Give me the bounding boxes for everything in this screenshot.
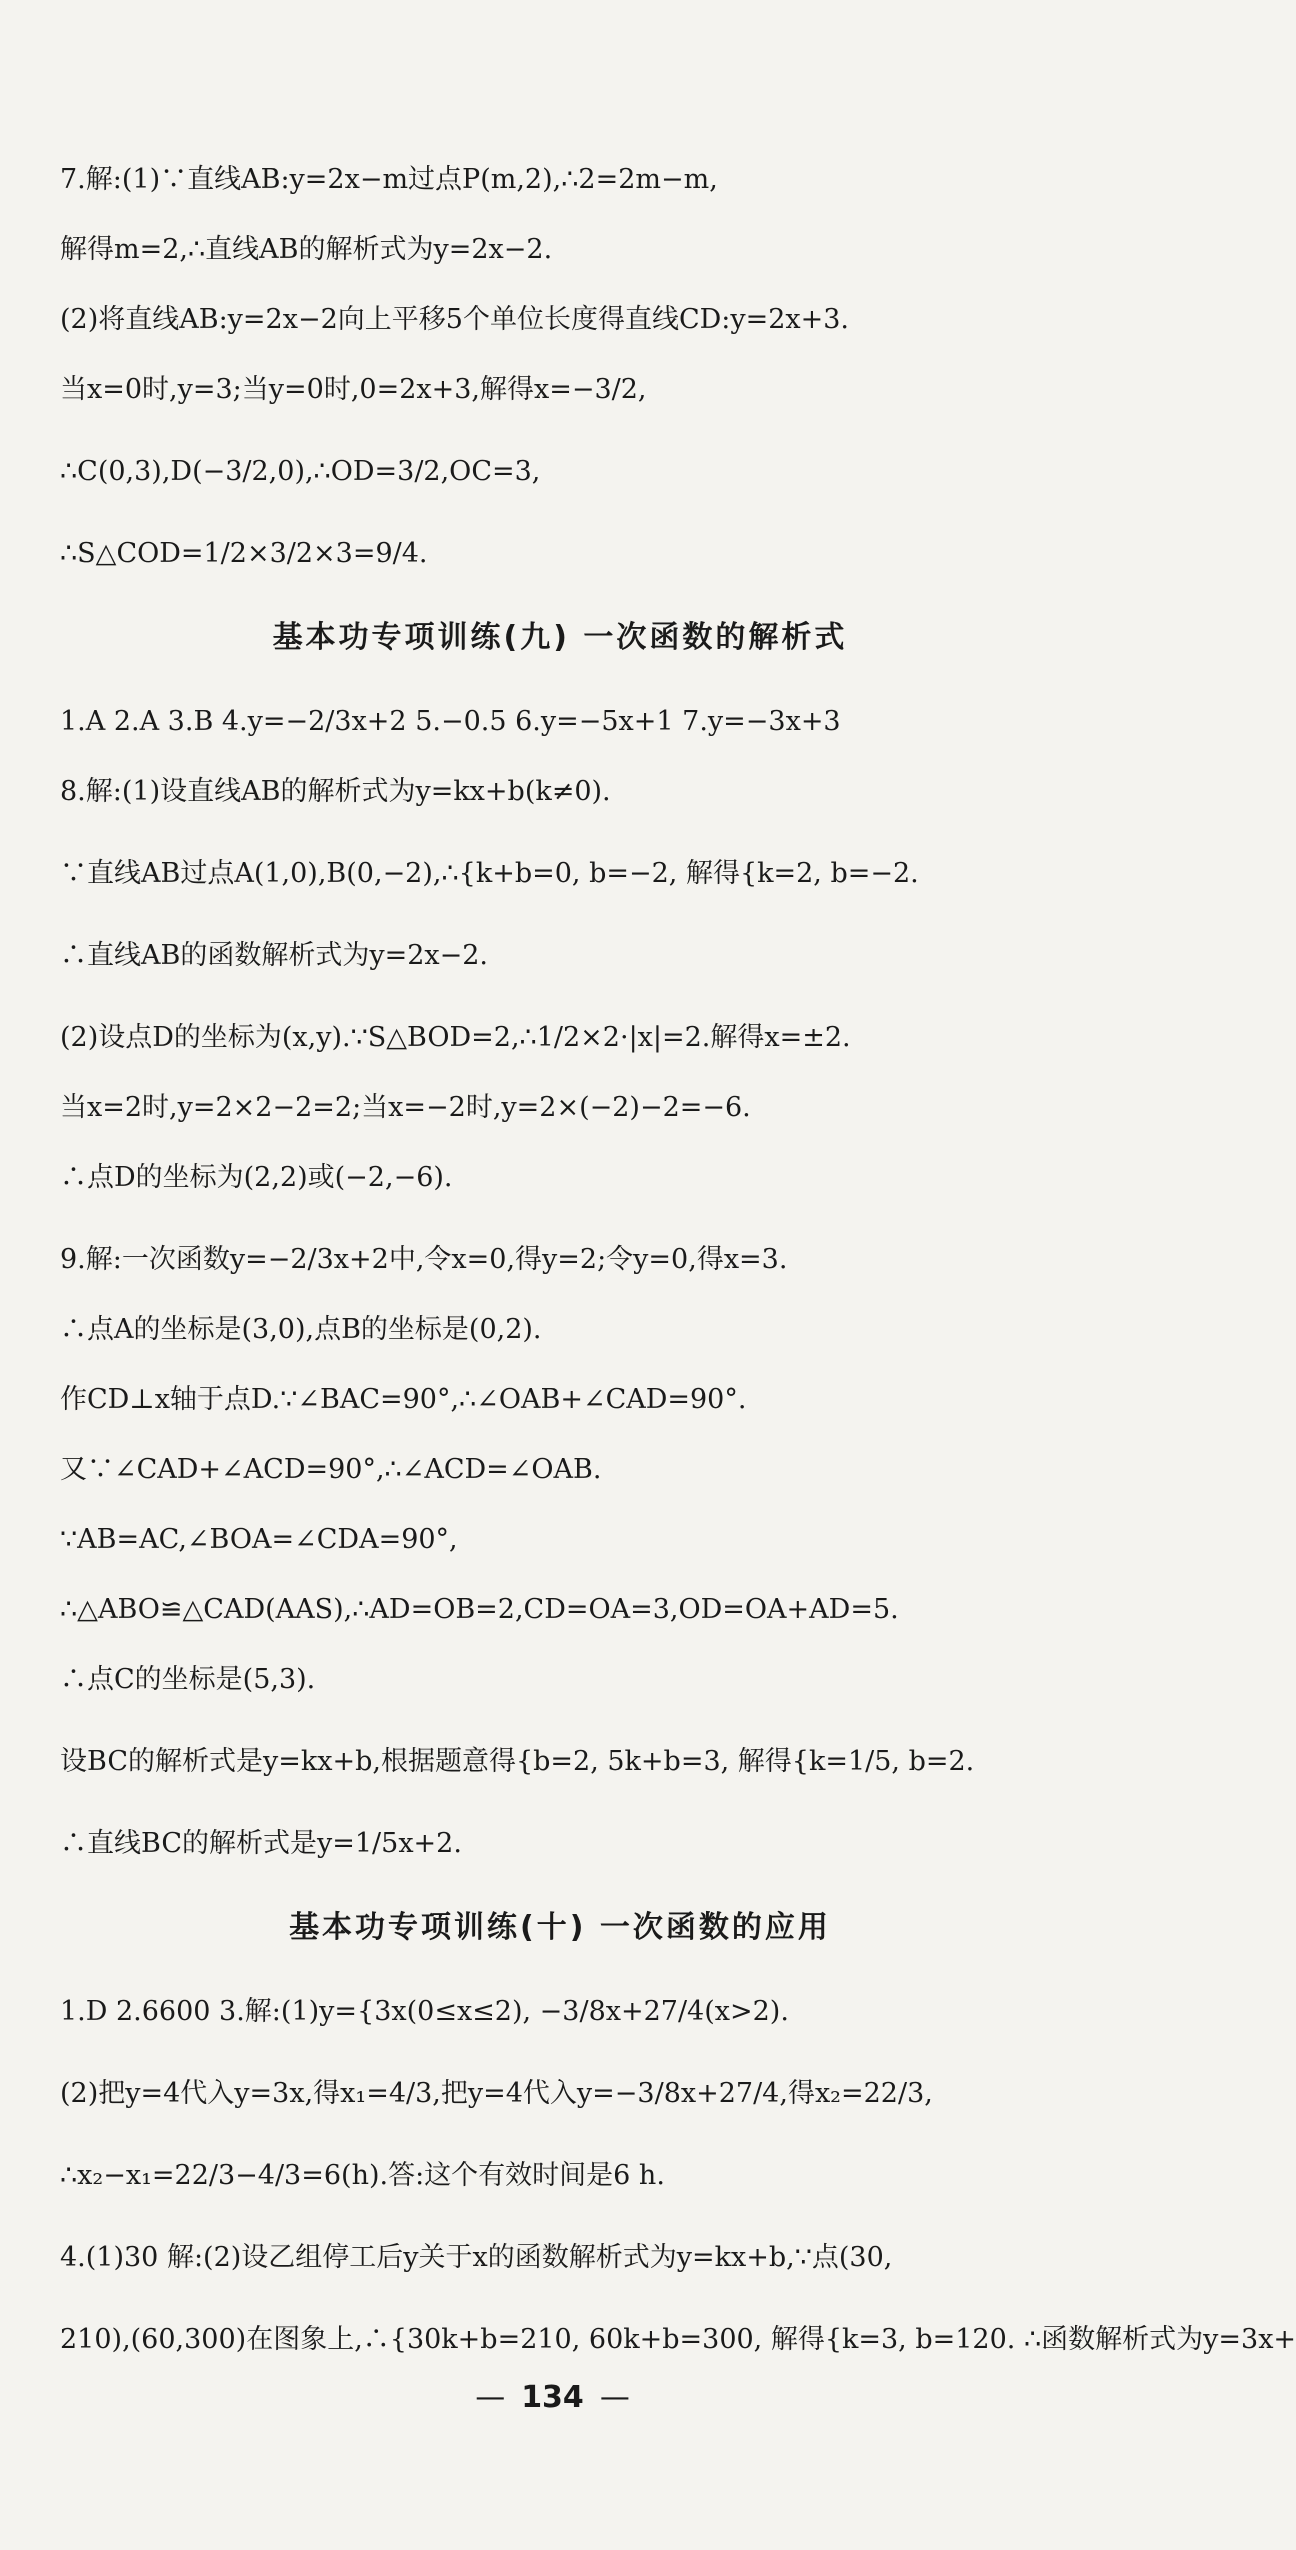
text-line: 7.解:(1)∵直线AB:y=2x−m过点P(m,2),∴2=2m−m, xyxy=(60,164,718,195)
text-line: 设BC的解析式是y=kx+b,根据题意得{b=2, 5k+b=3, 解得{k=1/5, b=2. xyxy=(60,1746,975,1777)
footer-dash: — xyxy=(475,2380,506,2415)
text-line: 1.A 2.A 3.B 4.y=−2/3x+2 5.−0.5 6.y=−5x+1 7.y=−3x+3 xyxy=(60,706,841,737)
text-line: ∴点C的坐标是(5,3). xyxy=(60,1664,316,1695)
text-line: ∴点A的坐标是(3,0),点B的坐标是(0,2). xyxy=(60,1314,542,1345)
text-line: 8.解:(1)设直线AB的解析式为y=kx+b(k≠0). xyxy=(60,776,611,807)
text-line: 4.(1)30 解:(2)设乙组停工后y关于x的函数解析式为y=kx+b,∵点(30, xyxy=(60,2242,893,2273)
text-line: 当x=2时,y=2×2−2=2;当x=−2时,y=2×(−2)−2=−6. xyxy=(60,1092,751,1123)
text-line: ∴点D的坐标为(2,2)或(−2,−6). xyxy=(60,1162,453,1193)
text-line: ∴直线BC的解析式是y=1/5x+2. xyxy=(60,1828,462,1859)
text-line: 作CD⊥x轴于点D.∵∠BAC=90°,∴∠OAB+∠CAD=90°. xyxy=(60,1384,747,1415)
page-number: 134 xyxy=(521,2380,584,2415)
footer-dash: — xyxy=(599,2380,630,2415)
answer-page xyxy=(60,160,1296,2360)
text-line: 210),(60,300)在图象上,∴{30k+b=210, 60k+b=300, 解得{k=3, b=120. ∴函数解析式为y=3x+ xyxy=(60,2324,1296,2355)
text-line: (2)设点D的坐标为(x,y).∵S△BOD=2,∴1/2×2·|x|=2.解得x=±2. xyxy=(60,1022,851,1053)
text-line: ∴直线AB的函数解析式为y=2x−2. xyxy=(60,940,489,971)
text-line: ∵AB=AC,∠BOA=∠CDA=90°, xyxy=(60,1524,458,1555)
text-line: ∴C(0,3),D(−3/2,0),∴OD=3/2,OC=3, xyxy=(60,456,541,487)
text-line: 又∵∠CAD+∠ACD=90°,∴∠ACD=∠OAB. xyxy=(60,1454,602,1485)
text-line: (2)把y=4代入y=3x,得x₁=4/3,把y=4代入y=−3/8x+27/4,得x₂=22/3, xyxy=(60,2078,933,2109)
text-line: 解得m=2,∴直线AB的解析式为y=2x−2. xyxy=(60,234,553,265)
text-line: 1.D 2.6600 3.解:(1)y={3x(0≤x≤2), −3/8x+27/4(x>2). xyxy=(60,1996,789,2027)
text-line: ∵直线AB过点A(1,0),B(0,−2),∴{k+b=0, b=−2, 解得{k=2, b=−2. xyxy=(60,858,919,889)
text-line: ∴△ABO≌△CAD(AAS),∴AD=OB=2,CD=OA=3,OD=OA+AD=5. xyxy=(60,1594,899,1625)
text-line: ∴x₂−x₁=22/3−4/3=6(h).答:这个有效时间是6 h. xyxy=(60,2160,665,2191)
text-line: (2)将直线AB:y=2x−2向上平移5个单位长度得直线CD:y=2x+3. xyxy=(60,304,850,335)
section-title: 基本功专项训练(十) 一次函数的应用 xyxy=(289,1910,831,1945)
text-line: 9.解:一次函数y=−2/3x+2中,令x=0,得y=2;令y=0,得x=3. xyxy=(60,1244,788,1275)
text-line: 当x=0时,y=3;当y=0时,0=2x+3,解得x=−3/2, xyxy=(60,374,647,405)
page-footer xyxy=(0,2380,1105,2415)
text-line: ∴S△COD=1/2×3/2×3=9/4. xyxy=(60,538,428,569)
section-title: 基本功专项训练(九) 一次函数的解析式 xyxy=(272,620,848,655)
